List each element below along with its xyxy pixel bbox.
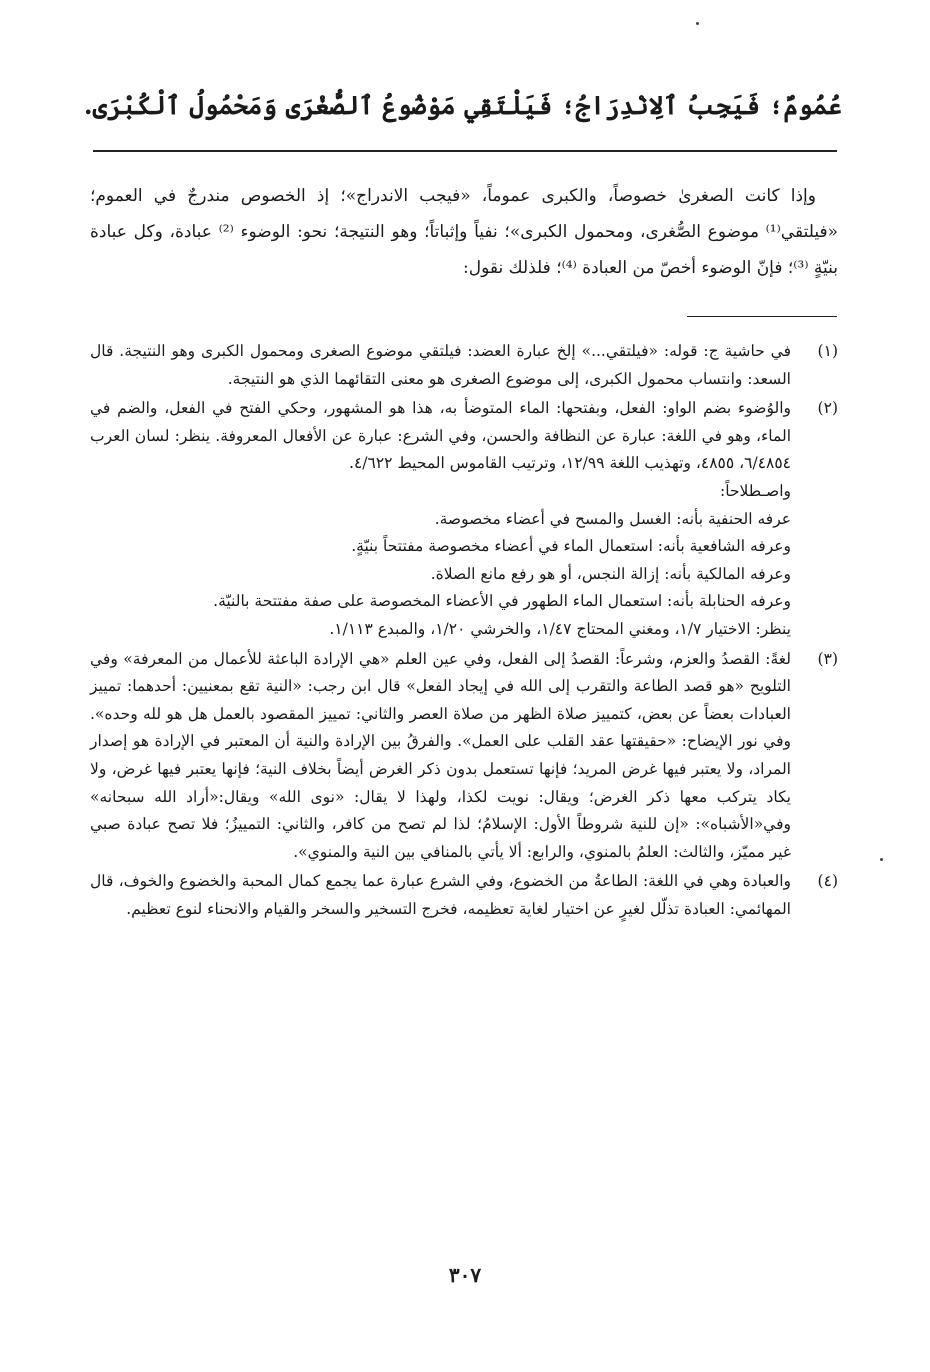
verse-header: عُمُومٌ؛ فَيَجِبُ ٱلِانْدِرَاجُ؛ فَيَلْتَقِي مَوْضُوعُ ٱلصُّغْرَى وَمَحْمُولُ ٱلْكُبْرَى. [83, 91, 842, 120]
main-paragraph: وإذا كانت الصغرىٰ خصوصاً، والكبرى عموماً، «فيجب الاندراج»؛ إذ الخصوص مندرجٌ في العموم؛ «فيلتقي⁽¹⁾ موضوع الصُّغرى، ومحمول الكبرى»؛ نفياً وإثباتاً؛ وهو النتيجة؛ نحو: الوضوء ⁽²⁾ عبادة، وكل عبادة بنيّةٍ ⁽³⁾؛ فإنّ الوضوء أخصّ من العبادة ⁽⁴⁾؛ فلذلك نقول: [90, 186, 838, 278]
footnote-subheading: واصـطلاحاً: [720, 481, 791, 500]
footnote-definition-shafii: وعرفه الشافعية بأنه: استعمال الماء في أعضاء مخصوصة مفتتحاً بنيّةٍ. [351, 537, 791, 556]
footnote-number: (٤) [817, 872, 838, 891]
footnote-1 [90, 338, 838, 393]
footnote-3 [90, 646, 838, 867]
footnote-number: (١) [817, 342, 838, 360]
footnote-text: والوُضوء بضم الواو: الفعل، وبفتحها: الماء المتوضأ به، هذا هو المشهور، وحكي الفتح في الفعل، والضم في الماء، وهو في اللغة: عبارة عن النظافة والحسن، وفي الشرع: عبارة عن الأفعال المعروفة. ينظر: لسان العرب ٦/٤٨٥٤، ٤٨٥٥، وتهذيب اللغة ١٢/٩٩، وترتيب القاموس المحيط ٤/٦٢٢. [90, 399, 791, 473]
scan-speck [696, 22, 699, 25]
header-rule [93, 150, 837, 152]
footnotes-section [90, 338, 838, 925]
footnote-definition-maliki: وعرفه المالكية بأنه: إزالة النجس، أو هو رفع مانع الصلاة. [430, 564, 791, 583]
footnote-text: في حاشية ج: قوله: «فيلتقي...» إلخ عبارة العضد: فيلتقي موضوع الصغرى ومحمول الكبرى وهو النتيجة. قال السعد: وانتساب محمول الكبرى، إلى موضوع الصغرى هو معنى التقائهما الذي هو النتيجة. [90, 342, 791, 388]
footnote-text: لغةً: القصدُ والعزم، وشرعاً: القصدُ إلى الفعل، وفي عين العلم «هي الإرادة الباعثة للأعمال من المعرفة» وفي التلويح «هو قصد الطاعة والتقرب إلى الله في إيجاد الفعل» قال ابن رجب: «النية تقع بمعنيين: أحدهما: تمييز العبادات بعضاً عن بعض، كتمييز صلاة الظهر من صلاة العصر والثاني: تمييز المقصود بالعمل هل هو لله وحده». وفي نور الإيضاح: «حقيقتها عقد القلب على العمل». والفرقُ بين الإرادة والنية أن المعتبر في الإرادة هو إصدار المراد، ولا يعتبر فيها غرض المريد؛ فإنها تستعمل بدون ذكر الغرض أيضاً بخلاف النية؛ فإنها يعتبر فيها غرض، ولا يكاد يتركب معها ذكر الغرض؛ ويقال: نويت لكذا، ولهذا لا يقال: «نوى الله» ويقال:«أراد الله سبحانه» وفي«الأشباه»: «إن للنية شروطاً الأول: الإسلامُ؛ لذا لم تصح من كافر، والثاني: التمييزُ؛ فلا تصح عبادة صبي غير مميّز، والثالث: العلمُ بالمنوي، والرابع: ألا يأتي بالمنافي بين النية والمنوي». [90, 649, 791, 861]
footnote-definition-hanafi: عرفه الحنفية بأنه: الغسل والمسح في أعضاء مخصوصة. [434, 509, 791, 528]
main-text [90, 178, 838, 286]
scan-speck [880, 858, 883, 861]
footnote-separator [687, 316, 837, 317]
footnote-4 [90, 868, 838, 923]
page-number: ٣٠٧ [448, 1263, 482, 1287]
footnote-definition-hanbali: وعرفه الحنابلة بأنه: استعمال الماء الطهور في الأعضاء المخصوصة على صفة مفتتحة بالنيّة. [213, 592, 791, 611]
footnote-2 [90, 395, 838, 643]
footnote-number: (٣) [817, 649, 838, 668]
footnote-references: ينظر: الاختيار ١/٧، ومغني المحتاج ١/٤٧، والخرشي ١/٢٠، والمبدع ١/١١٣. [329, 619, 791, 638]
footnote-text: والعبادة وهي في اللغة: الطاعةُ من الخضوع، وفي الشرع عبارة عما يجمع كمال المحبة والخضوع والخوف، قال المهائمي: العبادة تذلّل لغيرٍ عن اختيار لغاية تعظيمه، فخرج التسخير والسخر والقيام والانحناء لنوع تعظيم. [90, 872, 791, 918]
footnote-number: (٢) [817, 399, 838, 418]
